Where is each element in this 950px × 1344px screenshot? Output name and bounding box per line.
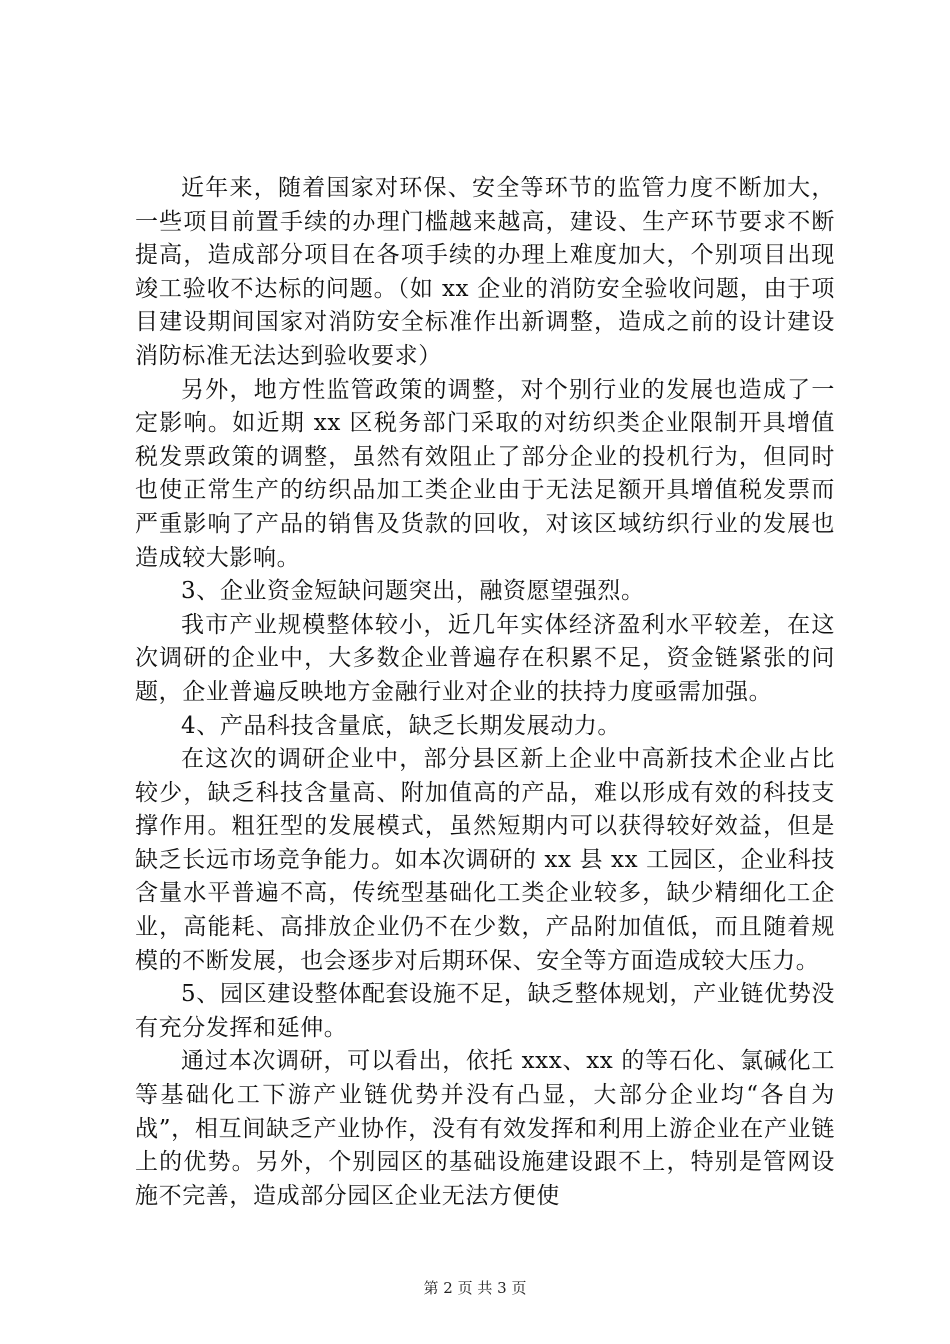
paragraph-tech-content: 在这次的调研企业中，部分县区新上企业中高新技术企业占比较少，缺乏科技含量高、附加值高的产品，难以形成有效的科技支撑作用。粗狂型的发展模式，虽然短期内可以获得较好效益，但是缺乏长远市场竞争能力。如本次调研的 xx 县 xx 工园区，企业科技含量水平普遍不高，传统型基础化工类企业较多，缺少精细化工企业，高能耗、高排放企业仍不在少数，产品附加值低，而且随着规模的不断发展，也会逐步对后期环保、安全等方面造成较大压力。: [135, 746, 835, 974]
page-footer: 第 2 页 共 3 页: [423, 1279, 527, 1297]
document-body: [135, 172, 835, 1213]
paragraph-park-infrastructure: 通过本次调研，可以看出，依托 xxx、xx 的等石化、氯碱化工等基础化工下游产业链优势并没有凸显，大部分企业均“各自为战”，相互间缺乏产业协作，没有有效发挥和利用上游企业在产业链上的优势。另外，个别园区的基础设施建设跟不上，特别是管网设施不完善，造成部分园区企业无法方便使: [135, 1048, 835, 1209]
heading-funding-shortage: 3、企业资金短缺问题突出，融资愿望强烈。: [181, 578, 645, 605]
paragraph-funding-shortage: 我市产业规模整体较小，近几年实体经济盈利水平较差，在这次调研的企业中，大多数企业普遍存在积累不足，资金链紧张的问题，企业普遍反映地方金融行业对企业的扶持力度亟需加强。: [135, 611, 835, 705]
heading-tech-content: 4、产品科技含量底，缺乏长期发展动力。: [181, 712, 622, 739]
paragraph-local-policy: 另外，地方性监管政策的调整，对个别行业的发展也造成了一定影响。如近期 xx 区税务部门采取的对纺织类企业限制开具增值税发票政策的调整，虽然有效阻止了部分企业的投机行为，但同时也使正常生产的纺织品加工类企业由于无法足额开具增值税发票而严重影响了产品的销售及货款的回收，对该区域纺织行业的发展也造成较大影响。: [135, 376, 835, 571]
paragraph-regulation-intro: 近年来，随着国家对环保、安全等环节的监管力度不断加大，一些项目前置手续的办理门槛越来越高，建设、生产环节要求不断提高，造成部分项目在各项手续的办理上难度加大，个别项目出现竣工验收不达标的问题。（如 xx 企业的消防安全验收问题，由于项目建设期间国家对消防安全标准作出新调整，造成之前的设计建设消防标准无法达到验收要求）: [135, 175, 835, 369]
heading-park-infrastructure: 5、园区建设整体配套设施不足，缺乏整体规划，产业链优势没有充分发挥和延伸。: [135, 981, 835, 1041]
